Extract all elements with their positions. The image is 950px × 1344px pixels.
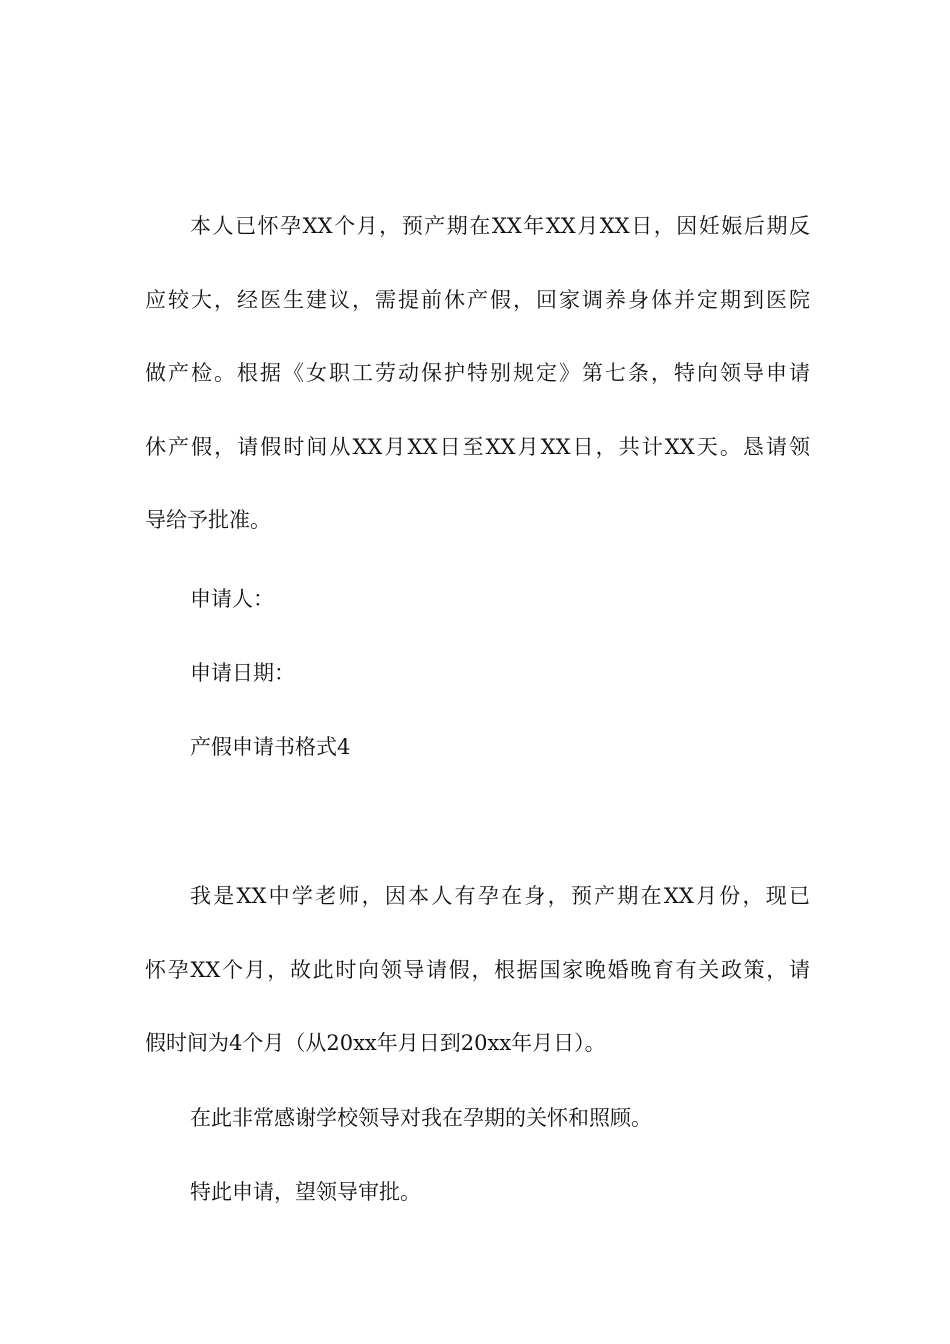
applicant-label: 申请人： [190,587,274,611]
paragraph-line: 休产假，请假时间从XX月XX日至XX月XX日，共计XX天。恳请领 [145,434,810,459]
application-date-label: 申请日期： [190,661,295,685]
paragraph-line: 导给予批准。 [145,508,271,532]
leave-request-paragraph-2 [145,880,810,1101]
paragraph-line: 应较大，经医生建议，需提前休产假，回家调养身体并定期到医院 [145,287,810,312]
closing-paragraph: 特此申请，望领导审批。 [190,1180,421,1204]
paragraph-line: 本人已怀孕XX个月，预产期在XX年XX月XX日，因妊娠后期反 [190,214,810,238]
leave-request-paragraph-1 [145,210,810,578]
thanks-paragraph: 在此非常感谢学校领导对我在孕期的关怀和照顾。 [190,1106,652,1130]
section-heading: 产假申请书格式4 [190,735,351,759]
paragraph-line: 我是XX中学老师，因本人有孕在身，预产期在XX月份，现已 [190,884,810,908]
paragraph-line: 怀孕XX个月，故此时向领导请假，根据国家晚婚晚育有关政策，请 [145,957,810,982]
paragraph-line: 做产检。根据《女职工劳动保护特别规定》第七条，特向领导申请 [145,361,810,385]
paragraph-line: 假时间为4个月（从20xx年月日到20xx年月日）。 [145,1031,606,1055]
